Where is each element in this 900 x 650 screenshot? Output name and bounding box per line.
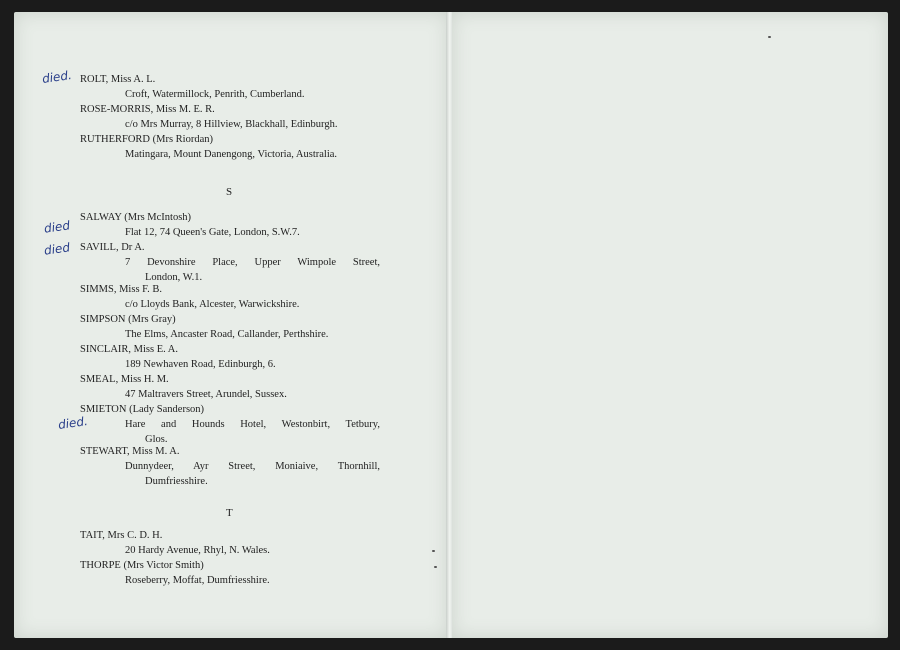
list-item-stewart bbox=[80, 444, 380, 489]
list-item-simms bbox=[80, 282, 380, 312]
entry-address: c/o Lloyds Bank, Alcester, Warwickshire. bbox=[125, 299, 300, 310]
entry-name: SINCLAIR, Miss E. A. bbox=[80, 344, 179, 355]
list-item-simpson bbox=[80, 312, 380, 342]
entry-address: Matingara, Mount Danengong, Victoria, Australia. bbox=[125, 149, 338, 160]
entry-address: The Elms, Ancaster Road, Callander, Perthshire. bbox=[125, 329, 329, 340]
entry-address: 189 Newhaven Road, Edinburgh, 6. bbox=[125, 359, 276, 370]
entry-name: SMEAL, Miss H. M. bbox=[80, 374, 169, 385]
section-letter-t: T bbox=[226, 507, 233, 519]
handwritten-note: died. bbox=[57, 413, 89, 433]
list-item-sinclair bbox=[80, 342, 380, 372]
paper-speck bbox=[434, 566, 437, 568]
list-item-tait bbox=[80, 528, 380, 558]
entry-address: 7 Devonshire Place, Upper Wimpole Street, London, W.1. bbox=[125, 257, 380, 283]
list-item-rolt bbox=[80, 72, 380, 102]
entry-name: ROLT, Miss A. L. bbox=[80, 74, 156, 85]
paper-speck bbox=[432, 550, 435, 552]
entry-name: SIMPSON (Mrs Gray) bbox=[80, 314, 176, 325]
list-item-salway bbox=[80, 210, 380, 240]
entry-name: THORPE (Mrs Victor Smith) bbox=[80, 560, 204, 571]
entry-address: Roseberry, Moffat, Dumfriesshire. bbox=[125, 575, 270, 586]
entry-name: SIMMS, Miss F. B. bbox=[80, 284, 163, 295]
entry-address: Dunnydeer, Ayr Street, Moniaive, Thornhill, Dumfriesshire. bbox=[125, 461, 380, 487]
entry-name: ROSE-MORRIS, Miss M. E. R. bbox=[80, 104, 215, 115]
entry-name: SAVILL, Dr A. bbox=[80, 242, 145, 253]
entry-name: RUTHERFORD (Mrs Riordan) bbox=[80, 134, 213, 145]
handwritten-note: died. bbox=[41, 67, 73, 87]
handwritten-note: died bbox=[43, 218, 71, 236]
list-item-rose-morris bbox=[80, 102, 380, 132]
paper-speck bbox=[768, 36, 771, 38]
entry-name: SMIETON (Lady Sanderson) bbox=[80, 404, 205, 415]
entry-address: c/o Mrs Murray, 8 Hillview, Blackhall, Edinburgh. bbox=[125, 119, 338, 130]
list-item-thorpe bbox=[80, 558, 380, 588]
list-item-rutherford bbox=[80, 132, 380, 162]
entry-name: TAIT, Mrs C. D. H. bbox=[80, 530, 163, 541]
entry-address: 47 Maltravers Street, Arundel, Sussex. bbox=[125, 389, 287, 400]
list-item-smieton bbox=[80, 402, 380, 447]
entry-address: Hare and Hounds Hotel, Westonbirt, Tetbury, Glos. bbox=[125, 419, 380, 445]
right-page-blank bbox=[452, 12, 888, 638]
entry-address: Croft, Watermillock, Penrith, Cumberland. bbox=[125, 89, 305, 100]
entry-address: 20 Hardy Avenue, Rhyl, N. Wales. bbox=[125, 545, 270, 556]
entry-name: SALWAY (Mrs McIntosh) bbox=[80, 212, 192, 223]
list-item-smeal bbox=[80, 372, 380, 402]
list-item-savill bbox=[80, 240, 380, 285]
entry-name: STEWART, Miss M. A. bbox=[80, 446, 180, 457]
handwritten-note: died bbox=[43, 240, 71, 258]
section-letter-s: S bbox=[226, 186, 233, 198]
entry-address: Flat 12, 74 Queen's Gate, London, S.W.7. bbox=[125, 227, 300, 238]
